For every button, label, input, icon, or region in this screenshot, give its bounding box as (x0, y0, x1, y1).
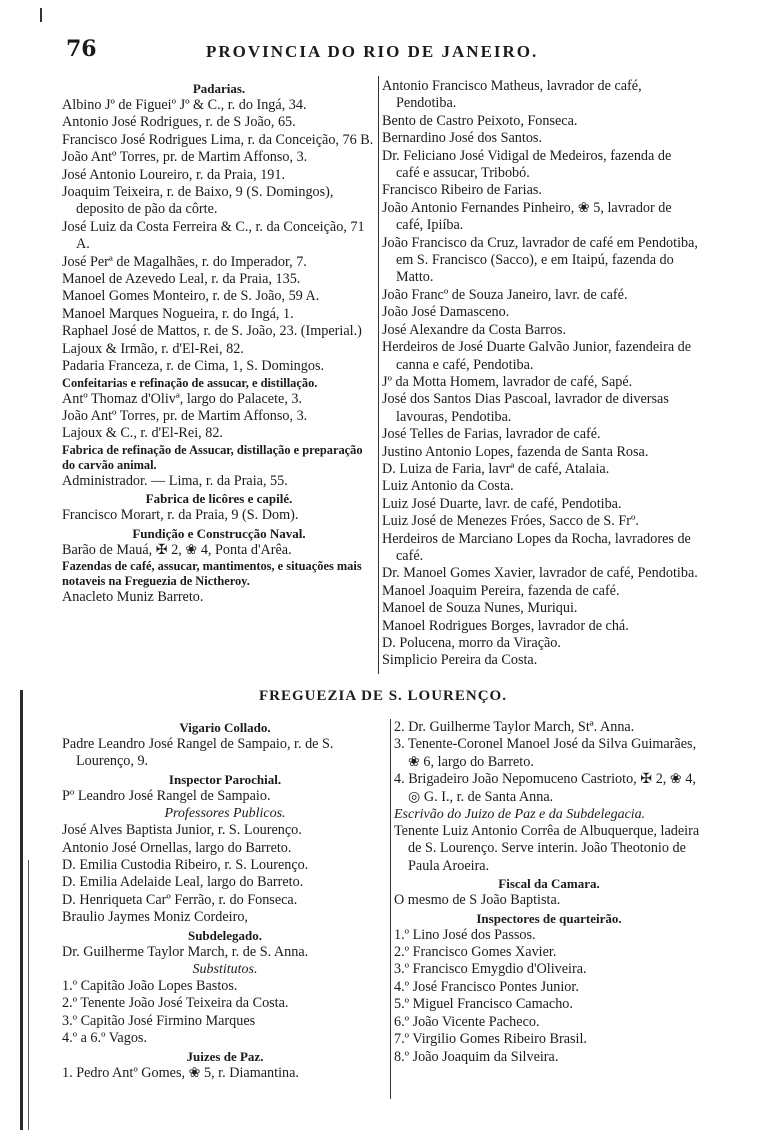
entry-line: Herdeiros de Marciano Lopes da Rocha, lavradores de café. (382, 530, 691, 564)
italic-heading: Substitutos. (192, 962, 258, 978)
entry-line: Tenente Luiz Antonio Corrêa de Albuquerque, ladeira de S. Lourenço. Serve interin. João Theotonio de Paula Aroeira. (394, 823, 700, 874)
entry-line: Anacleto Muniz Barreto. (62, 588, 204, 605)
entry-line: João Francisco da Cruz, lavrador de café em Pendotiba, em S. Francisco (Sacco), e em Itaipú, fazenda do Matto. (382, 234, 698, 286)
entry-line: 4.º José Francisco Pontes Junior. (394, 978, 579, 995)
entry-line: Padre Leandro José Rangel de Sampaio, r. de S. Lourenço, 9. (62, 736, 334, 770)
entry-line: 2.º Francisco Gomes Xavier. (394, 944, 557, 961)
subsection-heading: Juizes de Paz. (186, 1048, 264, 1064)
subsection-heading: Fiscal da Camara. (498, 876, 600, 892)
binding-edge-line-thin (28, 860, 29, 1130)
column-left-top (62, 80, 376, 606)
entry-line: Simplicio Pereira da Costa. (382, 652, 538, 669)
entry-line: D. Emilia Custodia Ribeiro, r. S. Lourenço. (62, 857, 309, 874)
column-right-top (382, 78, 698, 670)
subsection-heading: Fabrica de refinação de Assucar, distillação e preparação do carvão animal. (62, 442, 363, 472)
entry-line: Albino Jº de Figueiº Jº & C., r. do Ingá, 34. (62, 97, 307, 113)
entry-line: Manoel de Souza Nunes, Muriqui. (382, 600, 578, 617)
entry-line: João José Damasceno. (382, 304, 510, 321)
entry-line: 3.º Capitão José Firmino Marques (62, 1012, 256, 1029)
entry-line: José Alexandre da Costa Barros. (382, 321, 567, 338)
entry-line: Dr. Guilherme Taylor March, r. de S. Anna. (62, 943, 309, 960)
entry-line: Antonio José Rodrigues, r. de S João, 65. (62, 114, 296, 131)
entry-line: João Francº de Souza Janeiro, lavr. de café. (382, 286, 628, 303)
entry-line: José Telles de Farias, lavrador de café. (382, 426, 601, 443)
entry-line: Manoel Gomes Monteiro, r. de S. João, 59 A. (62, 288, 320, 305)
margin-mark (40, 8, 42, 22)
entry-line: Justino Antonio Lopes, fazenda de Santa Rosa. (382, 443, 649, 460)
entry-line: Bento de Castro Peixoto, Fonseca. (382, 112, 578, 129)
entry-line: 2.º Tenente João José Teixeira da Costa. (62, 995, 289, 1012)
entry-line: 1. Pedro Antº Gomes, ❀ 5, r. Diamantina. (62, 1064, 299, 1081)
entry-line: Luiz José Duarte, lavr. de café, Pendotiba. (382, 495, 622, 512)
entry-line: Lajoux & C., r. d'El-Rei, 82. (62, 425, 223, 442)
column-rule-top (378, 76, 379, 674)
entry-line: Bernardino José dos Santos. (382, 130, 542, 147)
entry-line: 2. Dr. Guilherme Taylor March, Stª. Anna. (394, 719, 635, 735)
entry-line: 4.º a 6.º Vagos. (62, 1030, 147, 1047)
entry-line: José Perª de Magalhães, r. do Imperador, 7. (62, 253, 307, 270)
entry-line: O mesmo de S João Baptista. (394, 892, 561, 909)
running-title: PROVINCIA DO RIO DE JANEIRO. (206, 42, 539, 61)
entry-line: Barão de Mauá, ✠ 2, ❀ 4, Ponta d'Arêa. (62, 541, 292, 558)
entry-line: D. Luiza de Faria, lavrª de café, Atalaia. (382, 460, 610, 477)
column-rule-bottom (390, 719, 391, 1099)
subsection-heading: Subdelegado. (187, 927, 263, 943)
entry-line: Lajoux & Irmão, r. d'El-Rei, 82. (62, 340, 244, 357)
entry-line: 4. Brigadeiro João Nepomuceno Castrioto, ✠ 2, ❀ 4, ◎ G. I., r. de Santa Anna. (394, 771, 696, 805)
entry-line: Antonio José Ornellas, largo do Barreto. (62, 839, 292, 856)
entry-line: 1.º Lino José dos Passos. (394, 926, 536, 943)
entry-line: D. Polucena, morro da Viração. (382, 635, 561, 651)
subsection-heading: Inspectores de quarteirão. (476, 910, 622, 926)
entry-line: Padaria Franceza, r. de Cima, 1, S. Domingos. (62, 358, 325, 375)
entry-line: Joaquim Teixeira, r. de Baixo, 9 (S. Domingos), deposito de pão da côrte. (62, 184, 334, 218)
italic-heading: Professores Publicos. (164, 806, 286, 822)
entry-line: José Alves Baptista Junior, r. S. Lourenço. (62, 822, 302, 839)
subsection-heading: Fabrica de licôres e capilé. (145, 491, 293, 507)
entry-line: Manoel Joaquim Pereira, fazenda de café. (382, 582, 620, 599)
binding-edge-line (20, 690, 23, 1130)
entry-line: 3.º Francisco Emygdio d'Oliveira. (394, 961, 587, 978)
entry-line: 3. Tenente-Coronel Manoel José da Silva Guimarães, ❀ 6, largo do Barreto. (394, 736, 697, 770)
entry-line: José dos Santos Dias Pascoal, lavrador de diversas lavouras, Pendotiba. (382, 391, 669, 425)
entry-line: 5.º Miguel Francisco Camacho. (394, 996, 573, 1013)
entry-line: 6.º João Vicente Pacheco. (394, 1013, 540, 1030)
page-number: 76 (66, 36, 97, 62)
column-right-bottom (394, 719, 704, 1066)
entry-line: Francisco José Rodrigues Lima, r. da Conceição, 76 B. (62, 131, 374, 148)
entry-line: D. Henriqueta Carº Ferrão, r. do Fonseca. (62, 891, 298, 908)
subsection-heading: Inspector Parochial. (168, 771, 282, 787)
section-title: FREGUEZIA DE S. LOURENÇO. (259, 688, 507, 704)
entry-line: Francisco Morart, r. da Praia, 9 (S. Dom). (62, 507, 299, 524)
entry-line: Braulio Jaymes Moniz Cordeiro, (62, 909, 248, 926)
page-header (66, 36, 706, 66)
entry-line: José Antonio Loureiro, r. da Praia, 191. (62, 166, 286, 183)
entry-line: Pº Leandro José Rangel de Sampaio. (62, 787, 271, 804)
entry-line: Administrador. — Lima, r. da Praia, 55. (62, 472, 288, 489)
column-left-bottom (62, 719, 388, 1082)
entry-line: Luiz Antonio da Costa. (382, 478, 514, 495)
entry-line: Antº Thomaz d'Olivª, largo do Palacete, 3. (62, 390, 303, 407)
entry-line: Jº da Motta Homem, lavrador de café, Sapé. (382, 373, 633, 390)
subsection-heading: Padarias. (192, 81, 246, 96)
entry-line: José Luiz da Costa Ferreira & C., r. da Conceição, 71 A. (62, 218, 365, 253)
subsection-heading: Vigario Collado. (179, 720, 271, 735)
entry-line: João Antº Torres, pr. de Martim Affonso, 3. (62, 407, 308, 424)
entry-line: Dr. Feliciano José Vidigal de Medeiros, fazenda de café e assucar, Tribobó. (382, 147, 672, 182)
entry-line: João Antonio Fernandes Pinheiro, ❀ 5, lavrador de café, Ipiíba. (382, 199, 672, 234)
entry-line: João Antº Torres, pr. de Martim Affonso, 3. (62, 149, 308, 166)
entry-line: 1.º Capitão João Lopes Bastos. (62, 978, 238, 995)
subsection-heading: Fundição e Construcção Naval. (132, 525, 306, 541)
entry-line: Raphael José de Mattos, r. de S. João, 23. (Imperial.) (62, 323, 362, 340)
entry-line: Dr. Manoel Gomes Xavier, lavrador de café, Pendotiba. (382, 565, 698, 582)
subsection-heading: Fazendas de café, assucar, mantimentos, e situações mais notaveis na Freguezia de Nictheroy. (62, 558, 362, 588)
entry-line: D. Emilia Adelaide Leal, largo do Barreto. (62, 874, 304, 891)
entry-line: 8.º João Joaquim da Silveira. (394, 1048, 559, 1065)
entry-line: Luiz José de Menezes Fróes, Sacco de S. Frº. (382, 513, 639, 530)
entry-line: 7.º Virgilio Gomes Ribeiro Brasil. (394, 1031, 587, 1048)
subsection-heading: Confeitarias e refinação de assucar, e distillação. (62, 375, 318, 390)
entry-line: Herdeiros de José Duarte Galvão Junior, fazendeira de canna e café, Pendotiba. (382, 339, 692, 373)
entry-line: Manoel de Azevedo Leal, r. da Praia, 135. (62, 271, 301, 288)
entry-line: Manoel Rodrigues Borges, lavrador de chá. (382, 617, 629, 634)
entry-line: Antonio Francisco Matheus, lavrador de café, Pendotiba. (382, 78, 642, 112)
entry-line: Francisco Ribeiro de Farias. (382, 182, 542, 199)
italic-heading: Escrivão do Juizo de Paz e da Subdelegacia. (394, 807, 646, 823)
entry-line: Manoel Marques Nogueira, r. do Ingá, 1. (62, 305, 294, 322)
